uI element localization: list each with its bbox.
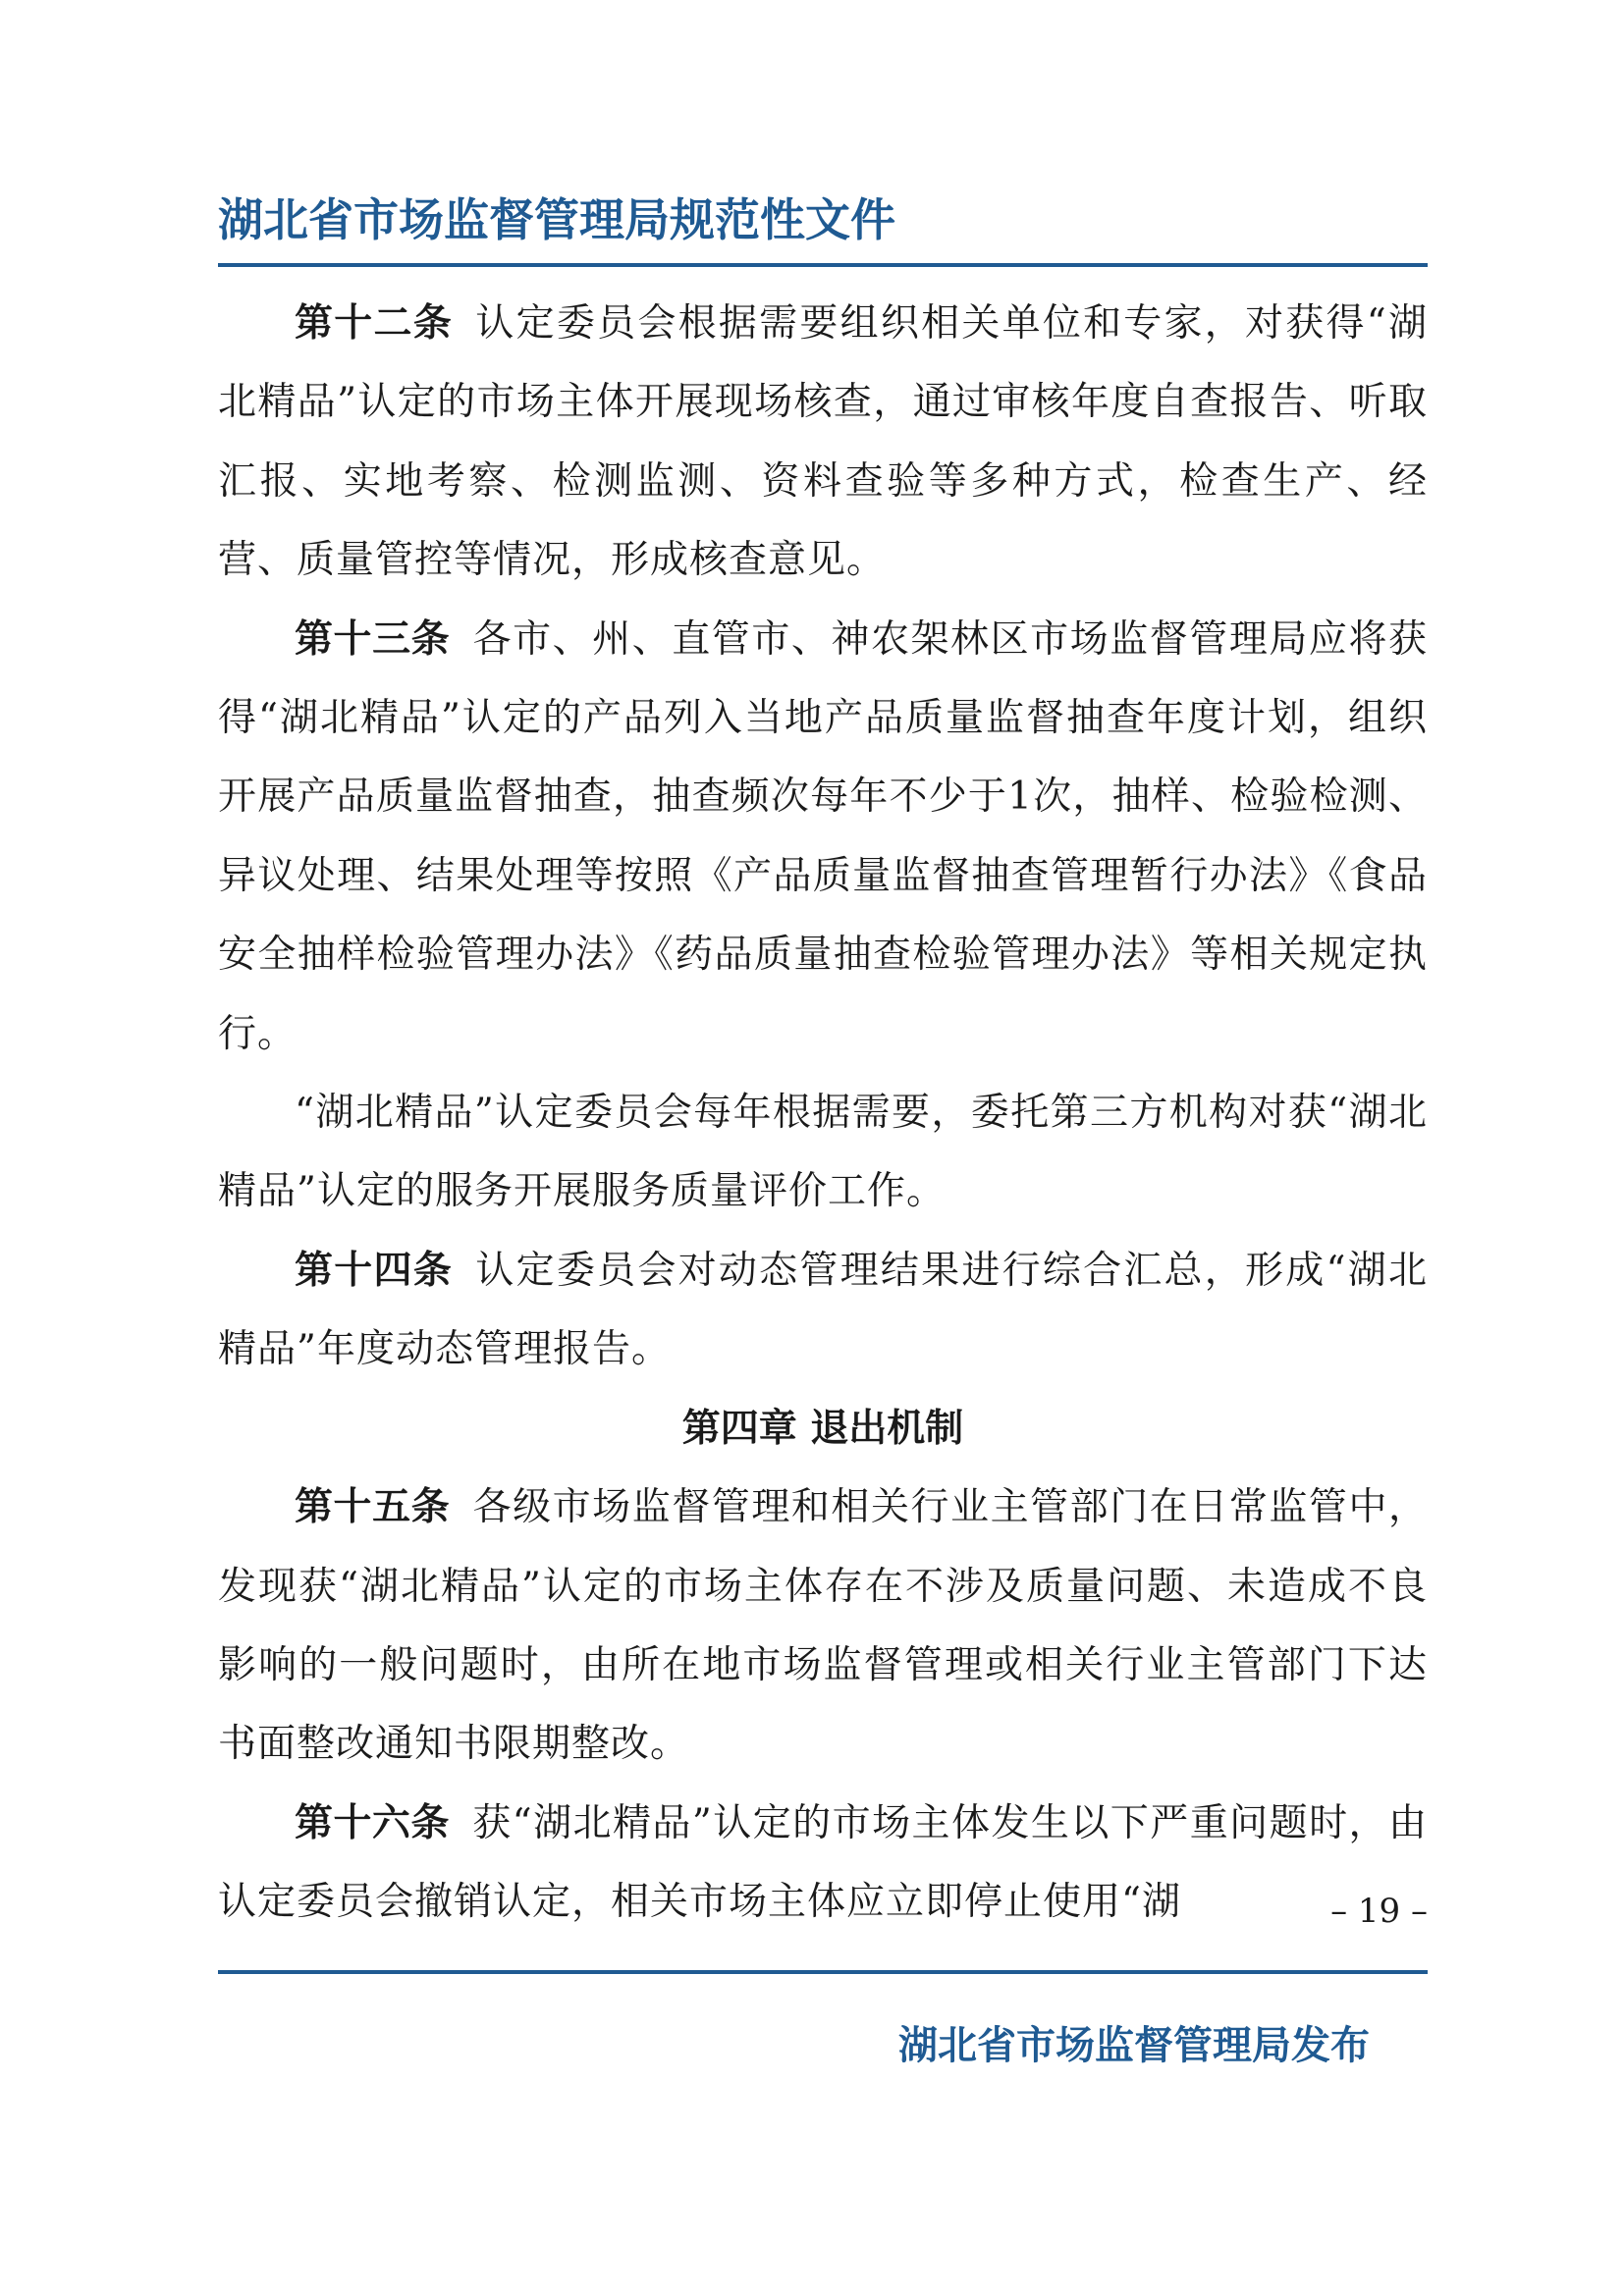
article-14 [218, 1232, 1428, 1390]
header-divider [218, 263, 1428, 267]
article-13-paragraph-2 [218, 1074, 1428, 1232]
article-15-text: 各级市场监督管理和相关行业主管部门在日常监管中，发现获“湖北精品”认定的市场主体存在不涉及质量问题、未造成不良影响的一般问题时，由所在地市场监督管理或相关行业主管部门下达书面整改通知书限期整改。 [218, 1485, 1428, 1767]
page-number: – 19 – [1330, 1892, 1428, 1931]
article-14-label: 第十四条 [295, 1248, 453, 1293]
document-body [218, 285, 1428, 1943]
article-16-label: 第十六条 [295, 1800, 450, 1845]
article-16 [218, 1785, 1428, 1943]
article-15 [218, 1468, 1428, 1785]
document-header-title: 湖北省市场监督管理局规范性文件 [218, 193, 895, 246]
footer-divider [218, 1970, 1428, 1974]
chapter-4-heading: 第四章 退出机制 [681, 1406, 964, 1451]
article-16-text: 获“湖北精品”认定的市场主体发生以下严重问题时，由认定委员会撤销认定，相关市场主体应立即停止使用“湖 [218, 1800, 1428, 1925]
article-12 [218, 285, 1428, 601]
article-12-text: 认定委员会根据需要组织相关单位和专家，对获得“湖北精品”认定的市场主体开展现场核查，通过审核年度自查报告、听取汇报、实地考察、检测监测、资料查验等多种方式，检查生产、经营、质量管控等情况，形成核查意见。 [218, 301, 1428, 583]
article-14-text: 认定委员会对动态管理结果进行综合汇总，形成“湖北精品”年度动态管理报告。 [218, 1248, 1428, 1372]
article-12-label: 第十二条 [295, 301, 453, 346]
article-13-paragraph-2-text: “湖北精品”认定委员会每年根据需要，委托第三方机构对获“湖北精品”认定的服务开展服务质量评价工作。 [218, 1091, 1428, 1214]
article-13-label: 第十三条 [295, 616, 451, 662]
footer-publisher: 湖北省市场监督管理局发布 [898, 2023, 1370, 2068]
article-15-label: 第十五条 [295, 1485, 451, 1530]
article-13 [218, 601, 1428, 1074]
article-13-text: 各市、州、直管市、神农架林区市场监督管理局应将获得“湖北精品”认定的产品列入当地产品质量监督抽查年度计划，组织开展产品质量监督抽查，抽查频次每年不少于1次，抽样、检验检测、异议处理、结果处理等按照《产品质量监督抽查管理暂行办法》《食品安全抽样检验管理办法》《药品质量抽查检验管理办法》等相关规定执行。 [218, 616, 1428, 1056]
